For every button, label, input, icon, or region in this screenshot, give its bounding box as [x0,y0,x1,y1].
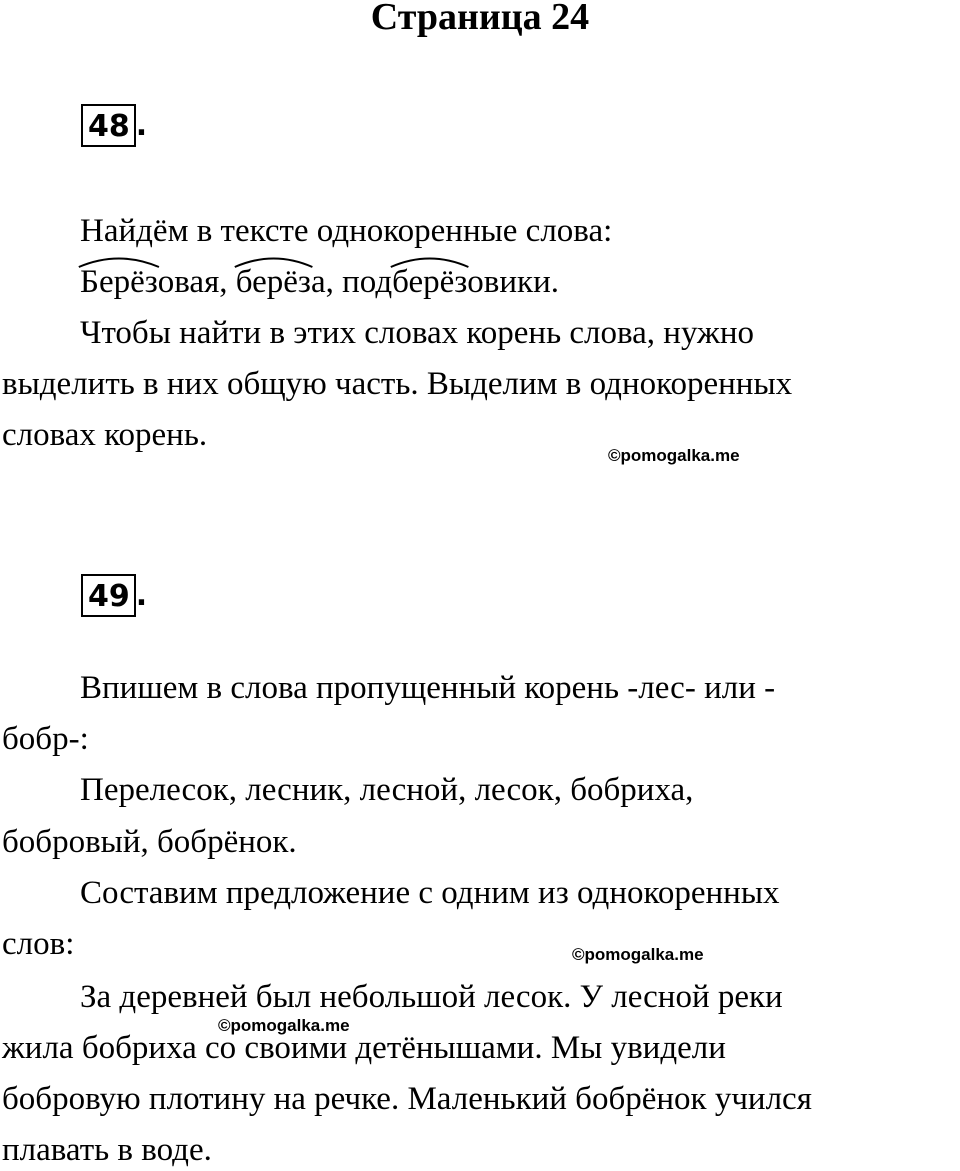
task-48-para-line-3: словах корень. [2,417,208,453]
root-word-1-text: Берёз [80,264,158,300]
task-48-para-line-1: Чтобы найти в этих словах корень слова, нужно [80,315,754,351]
task-49-p2-line-1: Перелесок, лесник, лесной, лесок, бобриха, [80,772,694,808]
root-arc-3 [390,256,469,268]
task-48-words-line [80,262,559,302]
watermark-3: ©pomogalka.me [218,1016,350,1035]
root-arc-2 [234,256,313,268]
task-48-number-box: 48 [81,104,136,147]
task-49-p2-line-2: бобровый, бобрёнок. [2,824,297,860]
task-48-number [81,104,147,147]
task-48-para-line-2: выделить в них общую часть. Выделим в однокоренных [2,366,793,402]
watermark-2: ©pomogalka.me [572,945,704,964]
task-49-p4-line-3: бобровую плотину на речке. Маленький бобрёнок учился [2,1081,812,1117]
task-48-number-dot: . [135,108,148,143]
root-word-1 [80,262,158,302]
root-word-2 [236,262,311,302]
task-49-number [81,574,147,617]
page-title: Страница 24 [370,0,590,38]
root-word-2-text: берёз [235,264,311,300]
watermark-1: ©pomogalka.me [608,446,740,465]
root-arc-1 [78,256,160,268]
word-1-ending: овая, [157,264,228,300]
task-49-p3-line-2: слов: [2,926,75,962]
task-49-number-dot: . [135,578,148,613]
task-49-p1-line-1: Впишем в слова пропущенный корень -лес- или - [80,670,776,706]
word-2-ending: а, [310,264,334,300]
task-49-number-box: 49 [81,574,136,617]
root-word-3-text: берёз [392,264,468,300]
word-3-ending: овики. [467,264,559,300]
task-48-intro-line: Найдём в тексте однокоренные слова: [80,213,613,249]
root-word-3 [392,262,467,302]
task-49-p1-line-2: бобр-: [2,721,89,757]
task-49-p4-line-2: жила бобриха со своими детёнышами. Мы увидели [2,1030,726,1066]
task-49-p4-line-1: За деревней был небольшой лесок. У лесной реки [80,979,783,1015]
task-49-p3-line-1: Составим предложение с одним из однокоренных [80,875,780,911]
task-49-p4-line-4: плавать в воде. [2,1132,212,1168]
word-3-prefix: под [342,264,393,300]
